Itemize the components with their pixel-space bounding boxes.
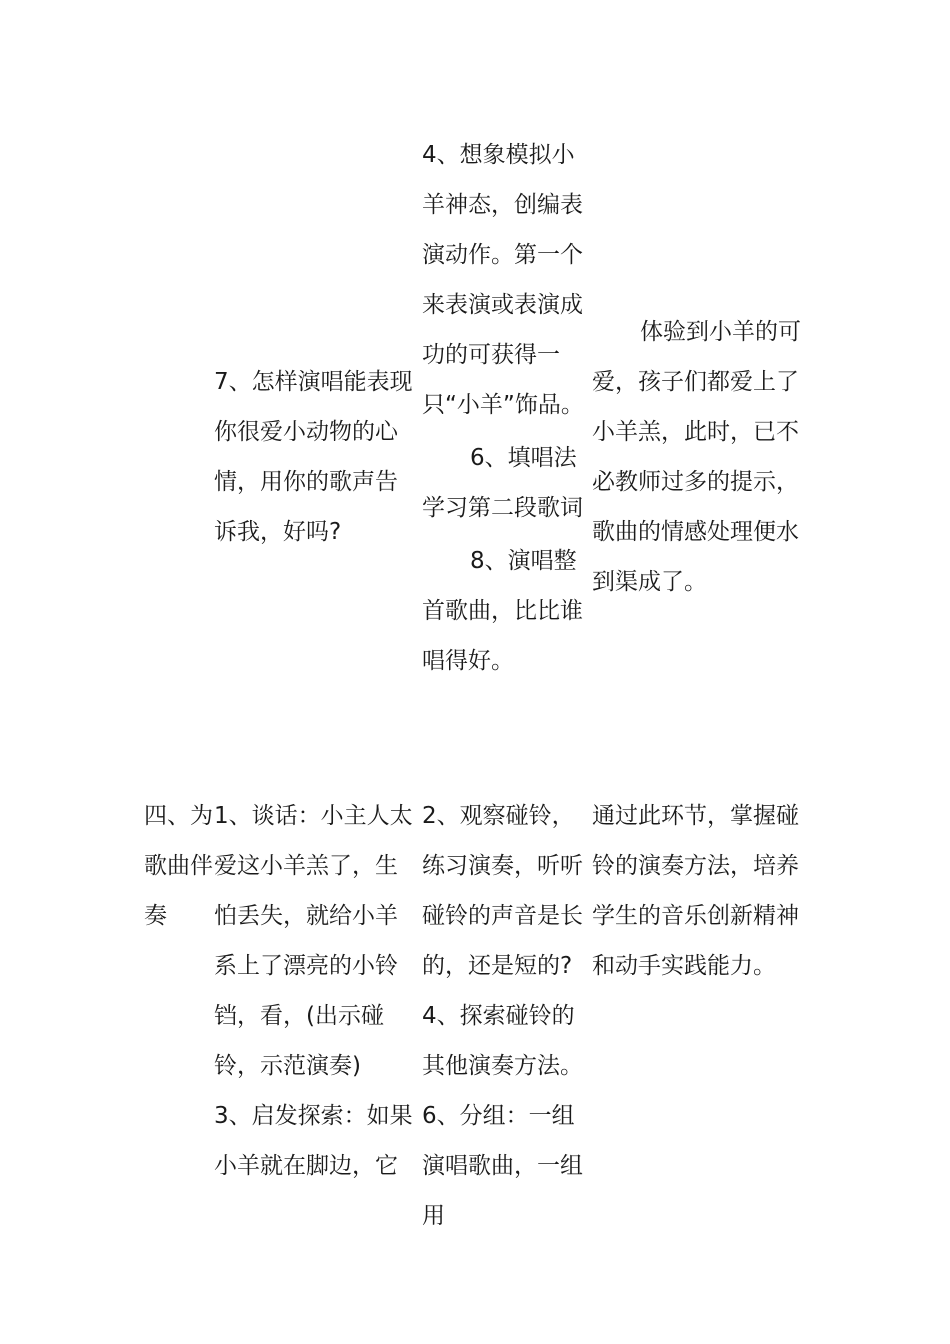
student-activity-text: 6、填唱法学习第二段歌词 bbox=[422, 445, 583, 521]
design-intent-text: 体验到小羊的可爱，孩子们都爱上了小羊羔，此时，已不必教师过多的提示，歌曲的情感处理便水到渠成了。 bbox=[592, 319, 801, 595]
teacher-activity-cell bbox=[214, 791, 420, 1191]
stage-title: 四、为歌曲伴奏 bbox=[144, 803, 213, 929]
student-activity-text: 6、分组：一组演唱歌曲，一组用 bbox=[422, 1103, 583, 1229]
teacher-activity-text: 3、启发探索：如果小羊就在脚边，它 bbox=[214, 1103, 413, 1179]
student-activity-cell bbox=[422, 130, 592, 686]
design-intent-text: 通过此环节，掌握碰铃的演奏方法，培养学生的音乐创新精神和动手实践能力。 bbox=[592, 803, 799, 979]
student-activity-text: 4、探索碰铃的其他演奏方法。 bbox=[422, 1003, 583, 1079]
student-activity-text: 2、观察碰铃，练习演奏，听听碰铃的声音是长的，还是短的? bbox=[422, 803, 583, 979]
student-activity-text: 8、演唱整首歌曲，比比谁唱得好。 bbox=[422, 548, 583, 674]
design-intent-cell bbox=[592, 791, 807, 991]
teacher-activity-text: 1、谈话：小主人太爱这小羊羔了，生怕丢失，就给小羊系上了漂亮的小铃铛，看，(出示碰铃，示范演奏) bbox=[214, 803, 413, 1079]
stage-cell bbox=[144, 791, 214, 941]
student-activity-text: 4、想象模拟小羊神态，创编表演动作。第一个来表演或表演成功的可获得一只“小羊”饰品。 bbox=[422, 142, 584, 418]
teacher-activity-cell bbox=[214, 357, 420, 557]
teacher-activity-text: 7、怎样演唱能表现你很爱小动物的心情，用你的歌声告诉我，好吗? bbox=[214, 369, 413, 545]
student-activity-cell bbox=[422, 791, 592, 1241]
design-intent-cell bbox=[592, 307, 807, 607]
